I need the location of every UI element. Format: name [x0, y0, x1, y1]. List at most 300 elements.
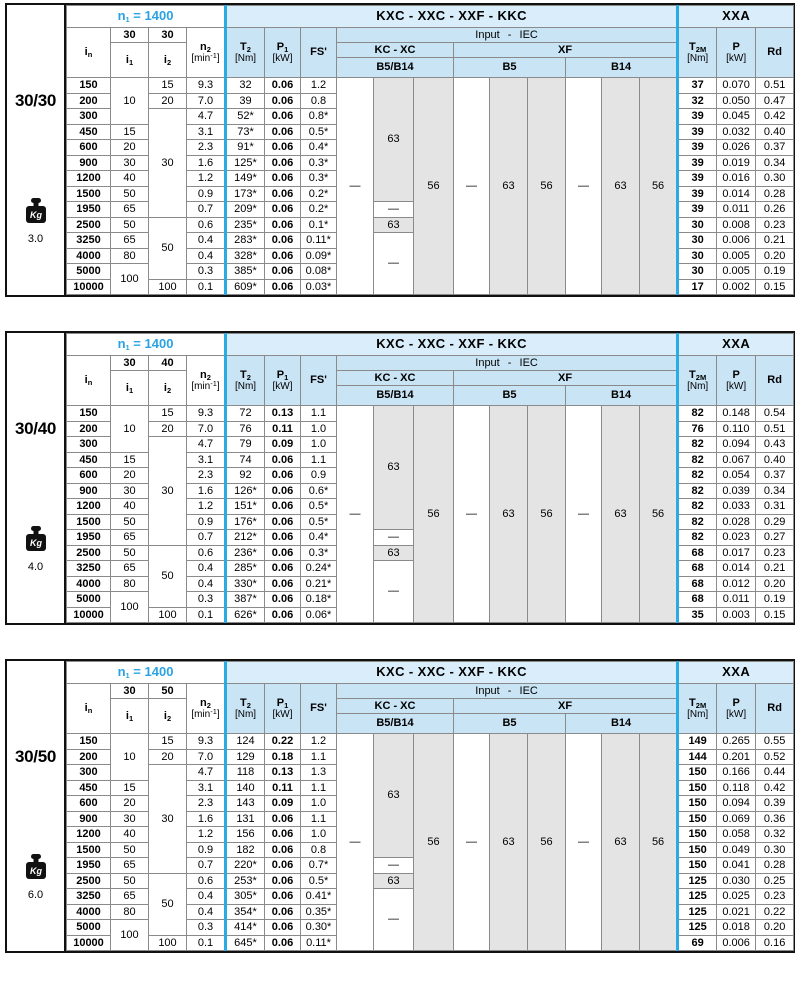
t2m-cell: 82 [678, 483, 717, 499]
fs-cell: 0.2* [301, 186, 337, 202]
i1-cell: 65 [111, 530, 149, 546]
p1-cell: 0.18 [265, 749, 301, 765]
t2m-cell: 68 [678, 561, 717, 577]
fs-cell: 1.3 [301, 765, 337, 781]
i1-head-value: 30 [111, 28, 149, 43]
t2-cell: 124 [226, 734, 265, 750]
rd-cell: 0.23 [756, 217, 794, 233]
t2-cell: 283* [226, 233, 265, 249]
p1-cell: 0.06 [265, 889, 301, 905]
iec-cell: 63 [490, 734, 528, 951]
t2-cell: 235* [226, 217, 265, 233]
in-cell: 2500 [67, 217, 111, 233]
n2-cell: 1.6 [187, 811, 226, 827]
n2-cell: 1.6 [187, 483, 226, 499]
i1-cell: 15 [111, 124, 149, 140]
iec-cell: — [566, 78, 602, 295]
n2-cell: 0.1 [187, 607, 226, 623]
p1-cell: 0.06 [265, 499, 301, 515]
weight-value: 3.0 [27, 233, 44, 245]
i1-cell: 50 [111, 514, 149, 530]
t2m-cell: 17 [678, 279, 717, 295]
i1-cell: 20 [111, 140, 149, 156]
p-cell: 0.026 [717, 140, 756, 156]
ratings-table [66, 5, 794, 295]
i2-cell: 15 [149, 78, 187, 94]
col-header-fs: FS' [301, 28, 337, 78]
rd-cell: 0.51 [756, 78, 794, 94]
col-header-in: $i_n$ [67, 684, 111, 734]
p1-cell: 0.06 [265, 233, 301, 249]
col-header-t2m: $T_{2M}$ [Nm] [678, 356, 717, 406]
fs-cell: 1.1 [301, 780, 337, 796]
t2-cell: 91* [226, 140, 265, 156]
t2-cell: 209* [226, 202, 265, 218]
i1-cell: 10 [111, 734, 149, 781]
col-header-fs: FS' [301, 356, 337, 406]
t2m-cell: 39 [678, 155, 717, 171]
rd-cell: 0.22 [756, 904, 794, 920]
in-cell: 1950 [67, 530, 111, 546]
p-cell: 0.118 [717, 780, 756, 796]
iec-cell: 56 [640, 78, 678, 295]
t2-cell: 182 [226, 842, 265, 858]
kg-weight-icon [23, 197, 49, 231]
col-header-i2: $i_2$ [149, 371, 187, 406]
p-cell: 0.166 [717, 765, 756, 781]
fs-cell: 0.18* [301, 592, 337, 608]
in-cell: 4000 [67, 248, 111, 264]
i1-cell: 80 [111, 904, 149, 920]
in-cell: 450 [67, 124, 111, 140]
iec-cell: — [454, 78, 490, 295]
i1-cell: 40 [111, 171, 149, 187]
p1-cell: 0.06 [265, 904, 301, 920]
t2-cell: 32 [226, 78, 265, 94]
fs-cell: 0.5* [301, 499, 337, 515]
svg-text:Kg: Kg [29, 210, 42, 220]
kc-xc-header: KC - XC [337, 699, 454, 714]
t2m-cell: 39 [678, 140, 717, 156]
i1-cell: 80 [111, 248, 149, 264]
p1-cell: 0.06 [265, 93, 301, 109]
i2-cell: 50 [149, 873, 187, 935]
fs-cell: 0.09* [301, 248, 337, 264]
col-header-rd: Rd [756, 28, 794, 78]
fs-cell: 0.06* [301, 607, 337, 623]
series-title: KXC - XXC - XXF - KKC [226, 6, 678, 28]
in-cell: 150 [67, 406, 111, 422]
fs-cell: 0.3* [301, 171, 337, 187]
i1-cell: 80 [111, 576, 149, 592]
t2-cell: 253* [226, 873, 265, 889]
rd-cell: 0.15 [756, 607, 794, 623]
kc-xc-header: KC - XC [337, 43, 454, 58]
i2-cell: 30 [149, 109, 187, 218]
n2-cell: 4.7 [187, 765, 226, 781]
in-cell: 2500 [67, 873, 111, 889]
n2-cell: 0.4 [187, 233, 226, 249]
p-cell: 0.148 [717, 406, 756, 422]
rd-cell: 0.54 [756, 406, 794, 422]
in-cell: 200 [67, 749, 111, 765]
t2m-cell: 82 [678, 406, 717, 422]
t2-cell: 156 [226, 827, 265, 843]
rd-cell: 0.32 [756, 827, 794, 843]
fs-cell: 0.5* [301, 124, 337, 140]
iec-cell: — [374, 202, 414, 218]
p1-cell: 0.06 [265, 279, 301, 295]
b14-header: B14 [566, 58, 678, 78]
n2-cell: 0.7 [187, 858, 226, 874]
iec-cell: — [566, 734, 602, 951]
iec-cell: 63 [374, 873, 414, 889]
p-cell: 0.094 [717, 437, 756, 453]
ratio-label: 30/40 [14, 419, 57, 438]
rd-cell: 0.26 [756, 202, 794, 218]
p1-cell: 0.13 [265, 765, 301, 781]
in-cell: 1200 [67, 171, 111, 187]
iec-cell: 63 [490, 406, 528, 623]
i1-cell: 100 [111, 920, 149, 951]
col-header-i1: $i_1$ [111, 371, 149, 406]
p1-cell: 0.06 [265, 248, 301, 264]
xf-header: XF [454, 371, 678, 386]
i1-cell: 10 [111, 78, 149, 125]
p1-cell: 0.06 [265, 561, 301, 577]
n2-cell: 7.0 [187, 93, 226, 109]
in-cell: 300 [67, 765, 111, 781]
p1-cell: 0.06 [265, 171, 301, 187]
t2m-cell: 82 [678, 514, 717, 530]
p1-cell: 0.06 [265, 186, 301, 202]
i1-cell: 40 [111, 499, 149, 515]
t2m-cell: 150 [678, 780, 717, 796]
p-cell: 0.018 [717, 920, 756, 936]
in-cell: 1500 [67, 842, 111, 858]
i2-cell: 100 [149, 279, 187, 295]
i2-head-value: 30 [149, 28, 187, 43]
fs-cell: 0.35* [301, 904, 337, 920]
p1-cell: 0.06 [265, 858, 301, 874]
series-title: KXC - XXC - XXF - KKC [226, 662, 678, 684]
rd-cell: 0.52 [756, 749, 794, 765]
rd-cell: 0.28 [756, 186, 794, 202]
t2m-cell: 30 [678, 264, 717, 280]
t2m-cell: 125 [678, 873, 717, 889]
rd-cell: 0.40 [756, 452, 794, 468]
in-cell: 5000 [67, 592, 111, 608]
col-header-n2: $n_2$ $[\min^{-1}]$ [187, 356, 226, 406]
fs-cell: 0.11* [301, 935, 337, 951]
t2-cell: 140 [226, 780, 265, 796]
ratio-table-block-30-50 [5, 659, 795, 953]
t2-cell: 92 [226, 468, 265, 484]
t2-cell: 118 [226, 765, 265, 781]
in-cell: 5000 [67, 264, 111, 280]
fs-cell: 0.9 [301, 468, 337, 484]
iec-cell: 63 [490, 78, 528, 295]
t2m-cell: 125 [678, 904, 717, 920]
iec-cell: 56 [414, 78, 454, 295]
t2m-cell: 82 [678, 530, 717, 546]
in-cell: 1200 [67, 827, 111, 843]
col-header-rd: Rd [756, 684, 794, 734]
fs-cell: 0.3* [301, 155, 337, 171]
p-cell: 0.005 [717, 264, 756, 280]
rd-cell: 0.23 [756, 889, 794, 905]
t2m-cell: 30 [678, 217, 717, 233]
t2-cell: 76 [226, 421, 265, 437]
in-cell: 600 [67, 468, 111, 484]
b5b14-header: B5/B14 [337, 714, 454, 734]
t2-cell: 285* [226, 561, 265, 577]
t2m-cell: 39 [678, 202, 717, 218]
p-cell: 0.110 [717, 421, 756, 437]
t2-cell: 129 [226, 749, 265, 765]
rd-cell: 0.37 [756, 140, 794, 156]
p1-cell: 0.06 [265, 78, 301, 94]
input-iec-header: Input - IEC [337, 684, 678, 699]
i1-cell: 65 [111, 889, 149, 905]
i2-cell: 20 [149, 93, 187, 109]
t2-cell: 149* [226, 171, 265, 187]
t2m-cell: 150 [678, 858, 717, 874]
p1-cell: 0.06 [265, 468, 301, 484]
p-cell: 0.054 [717, 468, 756, 484]
fs-cell: 1.1 [301, 452, 337, 468]
t2-cell: 387* [226, 592, 265, 608]
n2-cell: 0.4 [187, 561, 226, 577]
rd-cell: 0.47 [756, 93, 794, 109]
table-row [67, 78, 794, 94]
p1-cell: 0.13 [265, 406, 301, 422]
p1-cell: 0.22 [265, 734, 301, 750]
in-cell: 1500 [67, 186, 111, 202]
t2-cell: 79 [226, 437, 265, 453]
iec-cell: 63 [374, 78, 414, 202]
in-cell: 450 [67, 452, 111, 468]
col-header-n2: $n_2$ $[\min^{-1}]$ [187, 28, 226, 78]
p1-cell: 0.09 [265, 796, 301, 812]
col-header-in: $i_n$ [67, 28, 111, 78]
p-cell: 0.014 [717, 186, 756, 202]
col-header-fs: FS' [301, 684, 337, 734]
t2m-cell: 69 [678, 935, 717, 951]
t2-cell: 74 [226, 452, 265, 468]
rd-cell: 0.27 [756, 530, 794, 546]
i2-cell: 20 [149, 421, 187, 437]
p-cell: 0.023 [717, 530, 756, 546]
p-cell: 0.049 [717, 842, 756, 858]
n2-cell: 0.9 [187, 186, 226, 202]
in-cell: 150 [67, 78, 111, 94]
n2-cell: 9.3 [187, 78, 226, 94]
p-cell: 0.006 [717, 233, 756, 249]
col-header-t2m: $T_{2M}$ [Nm] [678, 684, 717, 734]
t2-cell: 236* [226, 545, 265, 561]
fs-cell: 0.8 [301, 93, 337, 109]
ratio-label-column [7, 333, 66, 623]
fs-cell: 1.1 [301, 406, 337, 422]
t2-cell: 39 [226, 93, 265, 109]
fs-cell: 0.08* [301, 264, 337, 280]
n2-cell: 0.7 [187, 202, 226, 218]
fs-cell: 1.0 [301, 827, 337, 843]
i1-cell: 15 [111, 452, 149, 468]
t2m-cell: 35 [678, 607, 717, 623]
col-header-p1: $P_1$ [kW] [265, 28, 301, 78]
p-cell: 0.011 [717, 202, 756, 218]
in-cell: 300 [67, 437, 111, 453]
in-cell: 200 [67, 93, 111, 109]
p1-cell: 0.06 [265, 935, 301, 951]
t2-cell: 151* [226, 499, 265, 515]
t2-cell: 220* [226, 858, 265, 874]
t2m-cell: 149 [678, 734, 717, 750]
rd-cell: 0.15 [756, 279, 794, 295]
rd-cell: 0.36 [756, 811, 794, 827]
t2-cell: 609* [226, 279, 265, 295]
iec-cell: 56 [414, 406, 454, 623]
iec-cell: 56 [528, 406, 566, 623]
rd-cell: 0.19 [756, 264, 794, 280]
rd-cell: 0.30 [756, 842, 794, 858]
n2-cell: 0.7 [187, 530, 226, 546]
table-row [67, 734, 794, 750]
n1-speed-label: $n_1 = 1400$ [67, 6, 226, 28]
t2-cell: 72 [226, 406, 265, 422]
fs-cell: 1.2 [301, 734, 337, 750]
b5-header: B5 [454, 386, 566, 406]
fs-cell: 0.5* [301, 873, 337, 889]
rd-cell: 0.40 [756, 124, 794, 140]
i2-cell: 15 [149, 406, 187, 422]
table-body [67, 406, 794, 623]
col-header-t2: $T_2$ [Nm] [226, 356, 265, 406]
i1-cell: 50 [111, 217, 149, 233]
ratio-table-block-30-30 [5, 3, 795, 297]
t2-cell: 330* [226, 576, 265, 592]
kc-xc-header: KC - XC [337, 371, 454, 386]
i2-cell: 50 [149, 545, 187, 607]
rd-cell: 0.39 [756, 796, 794, 812]
in-cell: 300 [67, 109, 111, 125]
fs-cell: 0.5* [301, 514, 337, 530]
col-header-p1: $P_1$ [kW] [265, 684, 301, 734]
b14-header: B14 [566, 386, 678, 406]
input-iec-header: Input - IEC [337, 28, 678, 43]
p1-cell: 0.06 [265, 545, 301, 561]
col-header-t2: $T_2$ [Nm] [226, 28, 265, 78]
i2-cell: 20 [149, 749, 187, 765]
p-cell: 0.021 [717, 904, 756, 920]
col-header-i2: $i_2$ [149, 699, 187, 734]
n2-cell: 1.2 [187, 499, 226, 515]
p-cell: 0.030 [717, 873, 756, 889]
n2-cell: 0.4 [187, 904, 226, 920]
col-header-p1: $P_1$ [kW] [265, 356, 301, 406]
iec-cell: — [337, 406, 374, 623]
p-cell: 0.265 [717, 734, 756, 750]
p1-cell: 0.06 [265, 576, 301, 592]
n2-cell: 0.3 [187, 264, 226, 280]
col-header-t2: $T_2$ [Nm] [226, 684, 265, 734]
t2m-cell: 68 [678, 576, 717, 592]
i2-cell: 100 [149, 607, 187, 623]
in-cell: 200 [67, 421, 111, 437]
t2m-cell: 76 [678, 421, 717, 437]
i1-cell: 100 [111, 592, 149, 623]
iec-cell: — [454, 406, 490, 623]
xxa-title: XXA [678, 662, 794, 684]
p1-cell: 0.06 [265, 514, 301, 530]
i1-cell: 65 [111, 858, 149, 874]
fs-cell: 0.24* [301, 561, 337, 577]
t2-cell: 125* [226, 155, 265, 171]
p-cell: 0.011 [717, 592, 756, 608]
p1-cell: 0.06 [265, 217, 301, 233]
t2-cell: 385* [226, 264, 265, 280]
rd-cell: 0.29 [756, 514, 794, 530]
fs-cell: 0.3* [301, 545, 337, 561]
i2-head-value: 40 [149, 356, 187, 371]
col-header-n2: $n_2$ $[\min^{-1}]$ [187, 684, 226, 734]
in-cell: 600 [67, 796, 111, 812]
i1-cell: 65 [111, 561, 149, 577]
in-cell: 600 [67, 140, 111, 156]
p-cell: 0.094 [717, 796, 756, 812]
in-cell: 3250 [67, 233, 111, 249]
col-header-i1: $i_1$ [111, 43, 149, 78]
t2-cell: 131 [226, 811, 265, 827]
i1-head-value: 30 [111, 684, 149, 699]
t2m-cell: 30 [678, 233, 717, 249]
p1-cell: 0.06 [265, 264, 301, 280]
fs-cell: 1.0 [301, 421, 337, 437]
in-cell: 10000 [67, 935, 111, 951]
ratings-table [66, 333, 794, 623]
n2-cell: 2.3 [187, 140, 226, 156]
in-cell: 4000 [67, 904, 111, 920]
i1-head-value: 30 [111, 356, 149, 371]
t2-cell: 73* [226, 124, 265, 140]
p1-cell: 0.06 [265, 452, 301, 468]
n2-cell: 7.0 [187, 421, 226, 437]
svg-text:Kg: Kg [29, 866, 42, 876]
i1-cell: 30 [111, 155, 149, 171]
p-cell: 0.045 [717, 109, 756, 125]
n2-cell: 9.3 [187, 406, 226, 422]
t2m-cell: 82 [678, 499, 717, 515]
iec-cell: 56 [640, 734, 678, 951]
in-cell: 3250 [67, 889, 111, 905]
svg-text:Kg: Kg [29, 538, 42, 548]
t2-cell: 645* [226, 935, 265, 951]
i2-cell: 15 [149, 734, 187, 750]
weight-value: 6.0 [27, 889, 44, 901]
t2m-cell: 150 [678, 827, 717, 843]
fs-cell: 0.4* [301, 140, 337, 156]
ratio-table-block-30-40 [5, 331, 795, 625]
i1-cell: 30 [111, 483, 149, 499]
p-cell: 0.033 [717, 499, 756, 515]
n2-cell: 0.3 [187, 920, 226, 936]
n2-cell: 0.6 [187, 873, 226, 889]
col-header-i1: $i_1$ [111, 699, 149, 734]
rd-cell: 0.23 [756, 545, 794, 561]
p-cell: 0.201 [717, 749, 756, 765]
